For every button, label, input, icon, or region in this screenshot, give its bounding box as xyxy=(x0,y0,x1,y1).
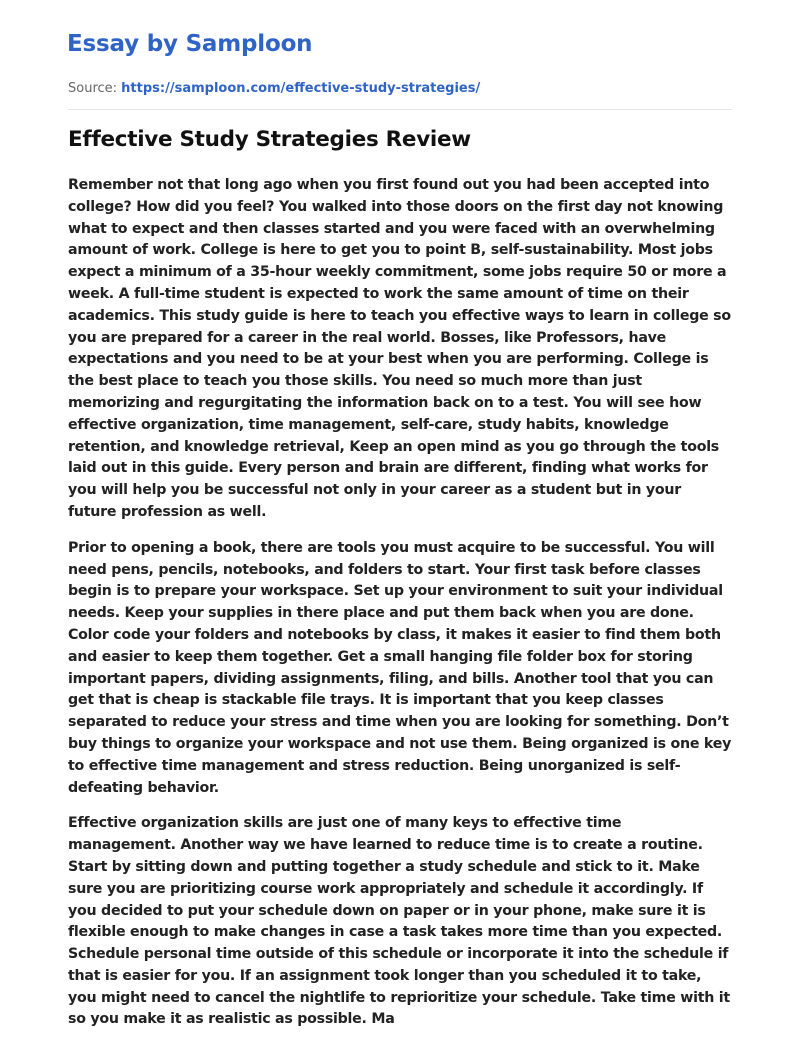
paragraph: Remember not that long ago when you first found out you had been accepted into college? How did you feel? You walked into those doors on the first day not knowing what to expect and then classes started and you were faced with an overwhelming amount of work. College is here to get you to point B, self-sustainability. Most jobs expect a minimum of a 35-hour weekly commitment, some jobs require 50 or more a week. A full-time student is expected to work the same amount of time on their academics. This study guide is here to teach you effective ways to learn in college so you are prepared for a career in the real world. Bosses, like Professors, have expectations and you need to be at your best when you are performing. College is the best place to teach you those skills. You need so much more than just memorizing and regurgitating the information back on to a test. You will see how effective organization, time management, self-care, study habits, knowledge retention, and knowledge retrieval, Keep an open mind as you go through the tools laid out in this guide. Every person and brain are different, finding what works for you will help you be successful not only in your career as a student but in your future profession as well. xyxy=(68,177,731,520)
source-label: Source: xyxy=(68,81,118,96)
site-brand[interactable]: Essay by Samploon xyxy=(67,31,313,57)
paragraph: Effective organization skills are just one of many keys to effective time management. Another way we have learned to reduce time is to create a routine. Start by sitting down and putting together a study schedule and stick to it. Make sure you are prioritizing course work appropriately and schedule it accordingly. If you decided to put your schedule down on paper or in your phone, make sure it is flexible enough to make changes in case a task takes more time than you expected. Schedule personal time outside of this schedule or incorporate it into the schedule if that is easier for you. If an assignment took longer than you scheduled it to take, you might need to cancel the nightlife to reprioritize your schedule. Take time with it so you make it as realistic as possible. Ma xyxy=(68,815,730,1028)
source-link[interactable]: https://samploon.com/effective-study-strategies/ xyxy=(121,81,481,96)
paragraph: Prior to opening a book, there are tools you must acquire to be successful. You will need pens, pencils, notebooks, and folders to start. Your first task before classes begin is to prepare your workspace. Set up your environment to suit your individual needs. Keep your supplies in there place and put them back when you are done. Color code your folders and notebooks by class, it makes it easier to find them both and easier to keep them together. Get a small hanging file folder box for storing important papers, dividing assignments, filing, and bills. Another tool that you can get that is cheap is stackable file trays. It is important that you keep classes separated to reduce your stress and time when you are looking for something. Don’t buy things to organize your workspace and not use them. Being organized is one key to effective time management and stress reduction. Being unorganized is self-defeating behavior. xyxy=(68,539,732,796)
source-line xyxy=(68,80,732,98)
header-divider xyxy=(68,109,732,110)
article-title: Effective Study Strategies Review xyxy=(68,127,471,152)
article-body xyxy=(68,175,732,1031)
